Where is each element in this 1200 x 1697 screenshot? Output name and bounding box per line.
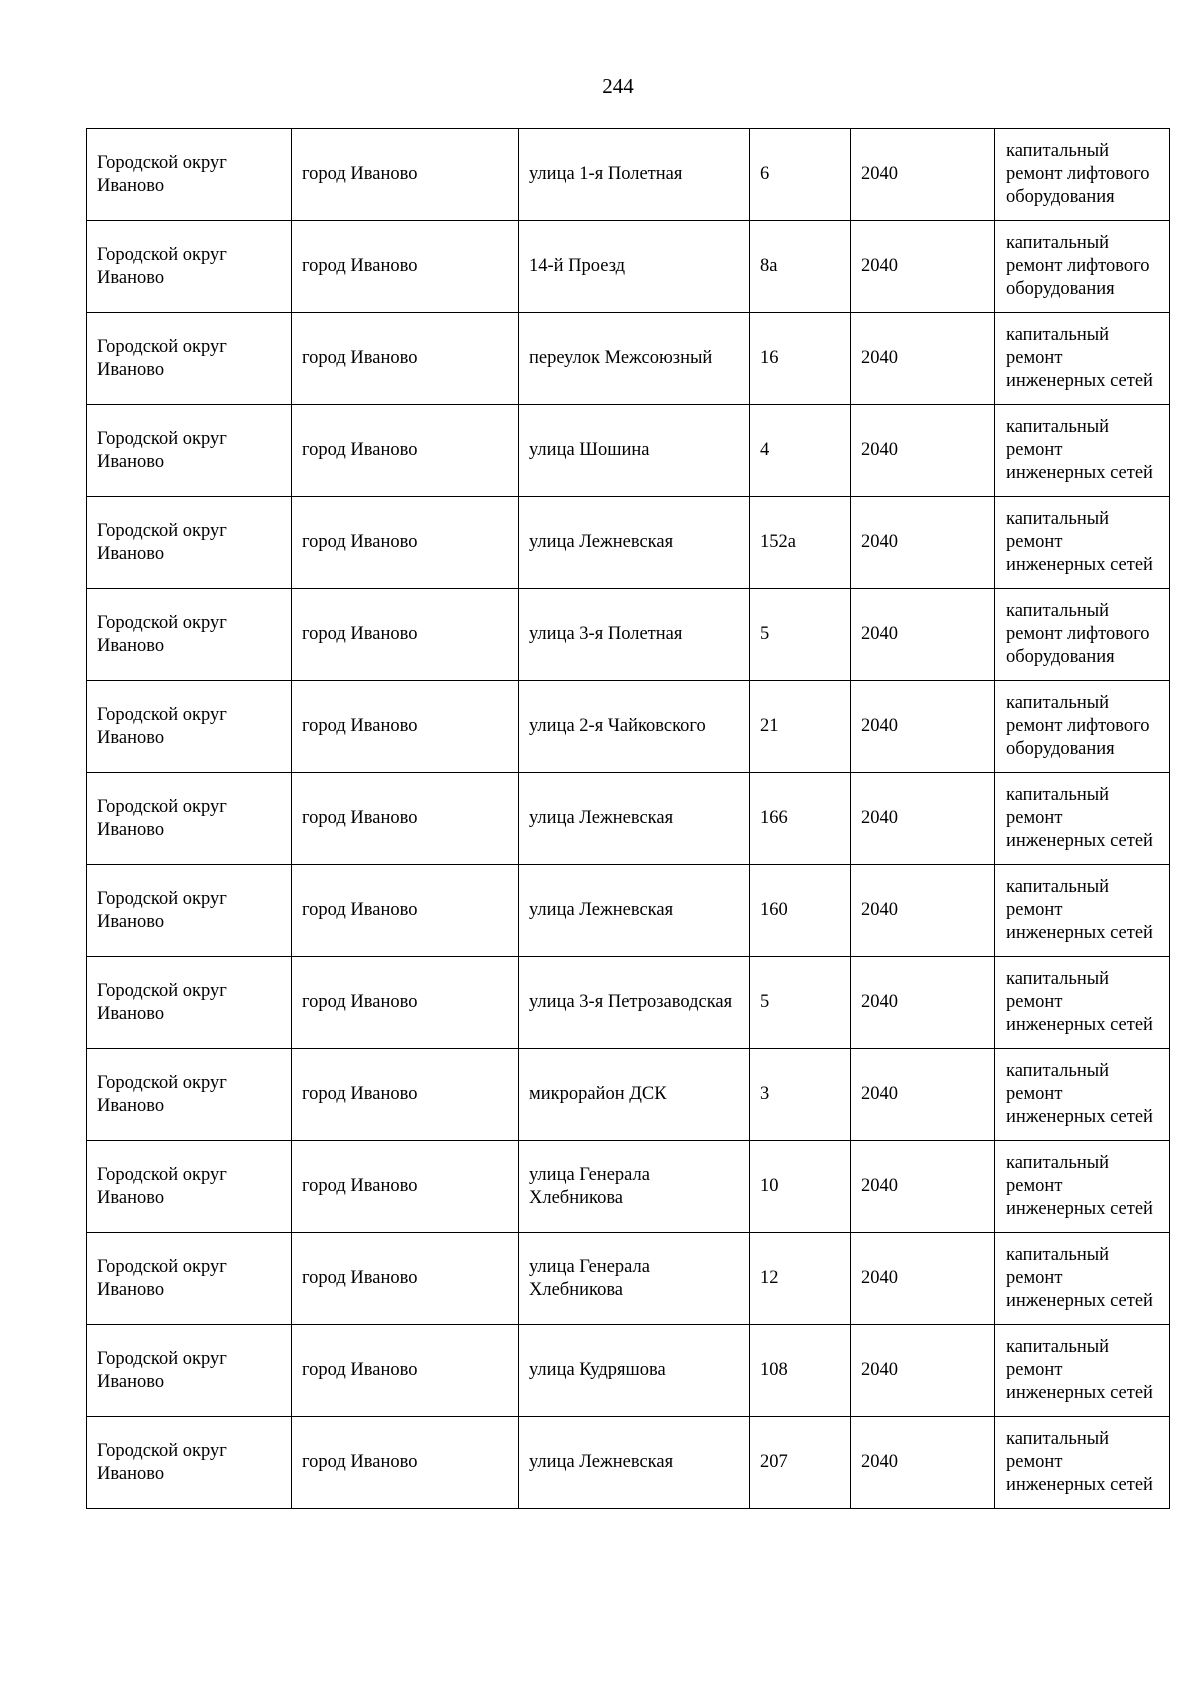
municipality-cell: Городской округ Иваново (87, 1049, 292, 1141)
house-number-cell: 207 (750, 1417, 851, 1509)
street-cell: улица 2-я Чайковского (519, 681, 750, 773)
house-number-cell: 16 (750, 313, 851, 405)
table-row (87, 1233, 1170, 1325)
work-type-cell: капитальный ремонт инженерных сетей (995, 1049, 1170, 1141)
page-number: 244 (602, 74, 634, 98)
municipality-cell: Городской округ Иваново (87, 221, 292, 313)
work-type-cell: капитальный ремонт инженерных сетей (995, 865, 1170, 957)
table-row (87, 1141, 1170, 1233)
house-number-cell: 3 (750, 1049, 851, 1141)
year-cell: 2040 (851, 1049, 995, 1141)
municipality-cell: Городской округ Иваново (87, 313, 292, 405)
work-type-cell: капитальный ремонт лифтового оборудования (995, 129, 1170, 221)
municipality-cell: Городской округ Иваново (87, 1417, 292, 1509)
municipality-cell: Городской округ Иваново (87, 773, 292, 865)
settlement-cell: город Иваново (292, 405, 519, 497)
settlement-cell: город Иваново (292, 497, 519, 589)
work-type-cell: капитальный ремонт инженерных сетей (995, 1141, 1170, 1233)
house-number-cell: 166 (750, 773, 851, 865)
settlement-cell: город Иваново (292, 957, 519, 1049)
street-cell: улица Лежневская (519, 773, 750, 865)
street-cell: улица Лежневская (519, 1417, 750, 1509)
work-type-cell: капитальный ремонт инженерных сетей (995, 957, 1170, 1049)
year-cell: 2040 (851, 957, 995, 1049)
house-number-cell: 4 (750, 405, 851, 497)
settlement-cell: город Иваново (292, 1049, 519, 1141)
year-cell: 2040 (851, 1141, 995, 1233)
house-number-cell: 108 (750, 1325, 851, 1417)
settlement-cell: город Иваново (292, 313, 519, 405)
settlement-cell: город Иваново (292, 1417, 519, 1509)
settlement-cell: город Иваново (292, 129, 519, 221)
table-row (87, 313, 1170, 405)
street-cell: 14-й Проезд (519, 221, 750, 313)
municipality-cell: Городской округ Иваново (87, 681, 292, 773)
work-type-cell: капитальный ремонт инженерных сетей (995, 1417, 1170, 1509)
house-number-cell: 8а (750, 221, 851, 313)
table-row (87, 221, 1170, 313)
work-type-cell: капитальный ремонт инженерных сетей (995, 1233, 1170, 1325)
street-cell: переулок Межсоюзный (519, 313, 750, 405)
year-cell: 2040 (851, 1417, 995, 1509)
year-cell: 2040 (851, 405, 995, 497)
table-row (87, 1049, 1170, 1141)
settlement-cell: город Иваново (292, 589, 519, 681)
settlement-cell: город Иваново (292, 221, 519, 313)
house-number-cell: 5 (750, 589, 851, 681)
year-cell: 2040 (851, 313, 995, 405)
settlement-cell: город Иваново (292, 865, 519, 957)
house-number-cell: 10 (750, 1141, 851, 1233)
street-cell: улица Шошина (519, 405, 750, 497)
street-cell: микрорайон ДСК (519, 1049, 750, 1141)
year-cell: 2040 (851, 589, 995, 681)
year-cell: 2040 (851, 129, 995, 221)
municipality-cell: Городской округ Иваново (87, 589, 292, 681)
table-row (87, 1417, 1170, 1509)
municipality-cell: Городской округ Иваново (87, 497, 292, 589)
municipality-cell: Городской округ Иваново (87, 1233, 292, 1325)
table-row (87, 773, 1170, 865)
street-cell: улица 3-я Петрозаводская (519, 957, 750, 1049)
municipality-cell: Городской округ Иваново (87, 129, 292, 221)
table-row (87, 589, 1170, 681)
work-type-cell: капитальный ремонт инженерных сетей (995, 313, 1170, 405)
repair-schedule-table (86, 128, 1170, 1509)
street-cell: улица Генерала Хлебникова (519, 1141, 750, 1233)
table-row (87, 497, 1170, 589)
year-cell: 2040 (851, 1233, 995, 1325)
work-type-cell: капитальный ремонт инженерных сетей (995, 1325, 1170, 1417)
municipality-cell: Городской округ Иваново (87, 957, 292, 1049)
settlement-cell: город Иваново (292, 1233, 519, 1325)
settlement-cell: город Иваново (292, 681, 519, 773)
table-row (87, 1325, 1170, 1417)
settlement-cell: город Иваново (292, 1141, 519, 1233)
table-row (87, 681, 1170, 773)
year-cell: 2040 (851, 681, 995, 773)
house-number-cell: 160 (750, 865, 851, 957)
municipality-cell: Городской округ Иваново (87, 1141, 292, 1233)
work-type-cell: капитальный ремонт лифтового оборудования (995, 589, 1170, 681)
street-cell: улица Кудряшова (519, 1325, 750, 1417)
year-cell: 2040 (851, 221, 995, 313)
work-type-cell: капитальный ремонт лифтового оборудования (995, 221, 1170, 313)
work-type-cell: капитальный ремонт инженерных сетей (995, 773, 1170, 865)
table-row (87, 957, 1170, 1049)
table-row (87, 865, 1170, 957)
house-number-cell: 152а (750, 497, 851, 589)
street-cell: улица 1-я Полетная (519, 129, 750, 221)
year-cell: 2040 (851, 865, 995, 957)
street-cell: улица Генерала Хлебникова (519, 1233, 750, 1325)
year-cell: 2040 (851, 1325, 995, 1417)
house-number-cell: 6 (750, 129, 851, 221)
work-type-cell: капитальный ремонт лифтового оборудования (995, 681, 1170, 773)
house-number-cell: 21 (750, 681, 851, 773)
street-cell: улица Лежневская (519, 497, 750, 589)
year-cell: 2040 (851, 773, 995, 865)
table-row (87, 405, 1170, 497)
house-number-cell: 12 (750, 1233, 851, 1325)
house-number-cell: 5 (750, 957, 851, 1049)
work-type-cell: капитальный ремонт инженерных сетей (995, 405, 1170, 497)
municipality-cell: Городской округ Иваново (87, 865, 292, 957)
settlement-cell: город Иваново (292, 1325, 519, 1417)
street-cell: улица Лежневская (519, 865, 750, 957)
table-body (87, 129, 1170, 1509)
year-cell: 2040 (851, 497, 995, 589)
municipality-cell: Городской округ Иваново (87, 405, 292, 497)
municipality-cell: Городской округ Иваново (87, 1325, 292, 1417)
street-cell: улица 3-я Полетная (519, 589, 750, 681)
settlement-cell: город Иваново (292, 773, 519, 865)
table-row (87, 129, 1170, 221)
work-type-cell: капитальный ремонт инженерных сетей (995, 497, 1170, 589)
